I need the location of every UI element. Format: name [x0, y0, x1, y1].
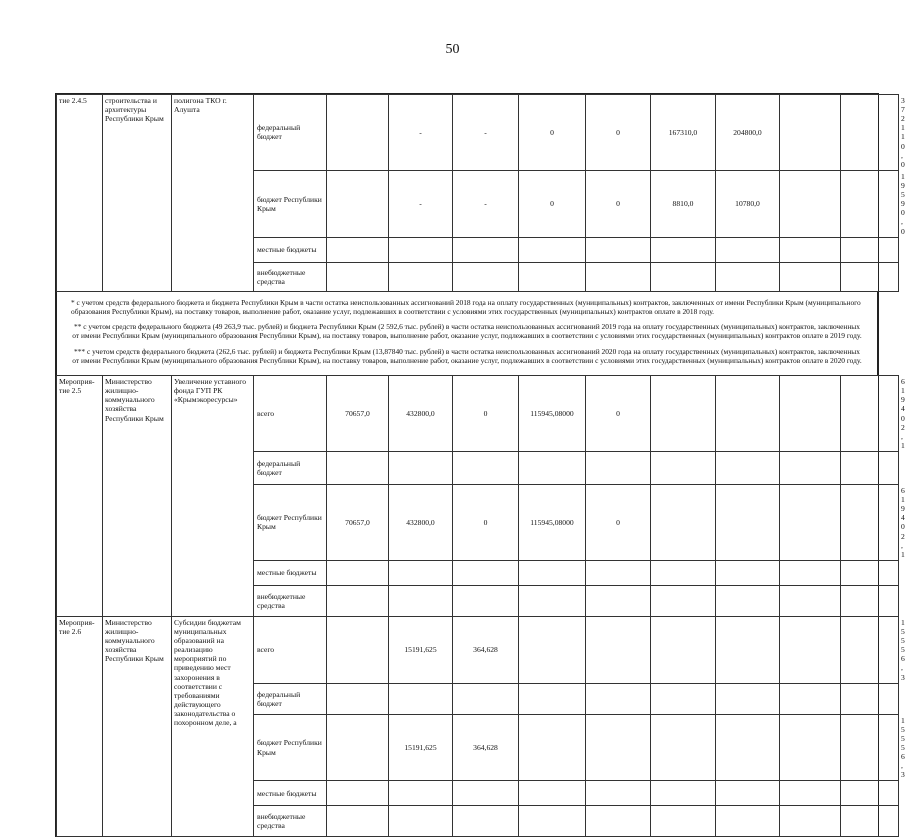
value-cell: [841, 95, 899, 171]
value-cell: [780, 452, 841, 485]
value-cell: [716, 452, 780, 485]
value-cell: [453, 806, 519, 837]
executor-cell: строительства и архитектуры Республики Крым: [103, 95, 172, 292]
measure-id-cell: тие 2.4.5: [57, 95, 103, 292]
value-cell: [651, 262, 716, 291]
value-cell: 204800,0: [716, 95, 780, 171]
value-cell: [453, 585, 519, 616]
value-cell: [586, 262, 651, 291]
value-cell: [780, 781, 841, 806]
funding-source-cell: внебюджетные средства: [254, 262, 327, 291]
value-cell: [327, 237, 389, 262]
table-block-2-4-5: [56, 94, 905, 292]
value-cell: 364,628: [453, 616, 519, 683]
value-cell: 364,628: [453, 714, 519, 781]
footnote-1: * с учетом средств федерального бюджета и бюджета Республики Крым в части остатка неиспользованных ассигнований 2018 года на оплату государственных (муниципальных) контрактов, заключенных от имени Республики Крым (муниципального образования Республики Крым), на поставку товаров, выполнение работ, оказание услуг, подлежавших в соответствии с условиями этих государственных (муниципальных) контрактов оплате в 2018 году.: [71, 297, 861, 316]
funding-source-cell: федеральный бюджет: [254, 95, 327, 171]
value-cell: [586, 452, 651, 485]
measure-id-cell: Мероприя-тие 2.6: [57, 616, 103, 837]
funding-source-cell: местные бюджеты: [254, 560, 327, 585]
value-cell: [841, 560, 899, 585]
value-cell: [841, 806, 899, 837]
funding-source-cell: бюджет Республики Крым: [254, 485, 327, 561]
value-cell: [841, 452, 899, 485]
value-cell: 70657,0: [327, 485, 389, 561]
value-cell: [780, 376, 841, 452]
value-cell: [389, 452, 453, 485]
value-cell: [586, 237, 651, 262]
value-cell: 0: [586, 170, 651, 237]
value-cell: 0: [586, 95, 651, 171]
value-cell: [780, 683, 841, 714]
value-cell: 0: [586, 376, 651, 452]
value-cell: -: [389, 170, 453, 237]
value-cell: [389, 806, 453, 837]
value-cell: [780, 170, 841, 237]
value-cell: [453, 683, 519, 714]
value-cell: [453, 452, 519, 485]
value-cell: [716, 714, 780, 781]
value-cell: [841, 683, 899, 714]
value-cell: [327, 560, 389, 585]
value-cell: [780, 714, 841, 781]
value-cell: [780, 560, 841, 585]
value-cell: 0: [519, 170, 586, 237]
value-cell: [780, 616, 841, 683]
value-cell: [841, 262, 899, 291]
value-cell: [651, 616, 716, 683]
footnotes: [56, 292, 878, 376]
value-cell: [780, 262, 841, 291]
value-cell: [519, 585, 586, 616]
footnote-3: *** с учетом средств федерального бюджета (262,6 тыс. рублей) и бюджета Республики Крым (13,87840 тыс. рублей) в части остатка неиспользованных ассигнований 2020 года на оплату государственных (муниципальных) контрактов, заключенных от имени Республики Крым (муниципального образования Республики Крым), на поставку товаров, выполнение работ, оказание услуг, подлежавших в соответствии с условиями этих государственных (муниципальных) контрактов оплате в 2020 году.: [72, 346, 862, 365]
value-cell: [389, 262, 453, 291]
table-row: Мероприя-тие 2.5 Министерство жилищно-коммунального хозяйства Республики Крым Увеличение уставного фонда ГУП РК «Крымэкоресурсы» всего 70657,0 432800,0 0 115945,08000 0 619402,1: [57, 376, 899, 452]
value-cell: [651, 806, 716, 837]
funding-source-cell: внебюджетные средства: [254, 806, 327, 837]
value-cell: [651, 781, 716, 806]
value-cell: [651, 452, 716, 485]
value-cell: [586, 806, 651, 837]
value-cell: [453, 560, 519, 585]
value-cell: [519, 452, 586, 485]
budget-table-sheet: [55, 93, 905, 837]
value-cell: [519, 560, 586, 585]
value-cell: [651, 485, 716, 561]
value-cell: [841, 485, 899, 561]
funding-source-cell: бюджет Республики Крым: [254, 170, 327, 237]
funding-source-cell: всего: [254, 376, 327, 452]
value-cell: 15191,625: [389, 616, 453, 683]
value-cell: [327, 683, 389, 714]
value-cell: [716, 781, 780, 806]
value-cell: [519, 683, 586, 714]
value-cell: [389, 683, 453, 714]
value-cell: [651, 237, 716, 262]
table-row: бюджет Республики Крым 70657,0 432800,0 0 115945,08000 0 619402,1: [57, 485, 899, 561]
value-cell: 10780,0: [716, 170, 780, 237]
value-cell: [586, 616, 651, 683]
value-cell: [327, 781, 389, 806]
value-cell: [327, 262, 389, 291]
value-cell: [716, 485, 780, 561]
funding-source-cell: местные бюджеты: [254, 237, 327, 262]
value-cell: [327, 714, 389, 781]
value-cell: [519, 616, 586, 683]
table-row: тие 2.4.5 строительства и архитектуры Республики Крым полигона ТКО г. Алушта федеральный бюджет - - 0 0 167310,0 204800,0 372110,0: [57, 95, 899, 171]
value-cell: [519, 237, 586, 262]
footnote-2: ** с учетом средств федерального бюджета (49 263,9 тыс. рублей) и бюджета Республики Крым (2 592,6 тыс. рублей) в части остатка неиспользованных ассигнований 2019 года на оплату государственных (муниципальных) контрактов, заключенных от имени Республики Крым (муниципального образования Республики Крым), на поставку товаров, выполнение работ, оказание услуг, подлежавших в соответствии с условиями этих государственных (муниципальных) контрактов оплате в 2019 году.: [72, 322, 862, 341]
funding-source-cell: федеральный бюджет: [254, 683, 327, 714]
value-cell: 432800,0: [389, 376, 453, 452]
value-cell: [716, 560, 780, 585]
value-cell: [519, 781, 586, 806]
value-cell: [586, 714, 651, 781]
value-cell: [453, 781, 519, 806]
value-cell: 8810,0: [651, 170, 716, 237]
value-cell: [453, 262, 519, 291]
value-cell: 115945,08000: [519, 376, 586, 452]
value-cell: 0: [519, 95, 586, 171]
value-cell: [586, 585, 651, 616]
value-cell: [519, 806, 586, 837]
value-cell: [651, 376, 716, 452]
funding-source-cell: местные бюджеты: [254, 781, 327, 806]
value-cell: [841, 714, 899, 781]
table-row: Мероприя-тие 2.6 Министерство жилищно-коммунального хозяйства Республики Крым Субсидии бюджетам муниципальных образований на реализацию мероприятий по приведению мест захоронения в соответствии с требованиями действующего законодательства о похоронном деле, а всего 15191,625 364,628 15556,3: [57, 616, 899, 683]
value-cell: [519, 262, 586, 291]
value-cell: 15191,625: [389, 714, 453, 781]
table-block-2-5-2-6: [56, 375, 905, 837]
value-cell: [389, 585, 453, 616]
measure-name-cell: полигона ТКО г. Алушта: [172, 95, 254, 292]
value-cell: [780, 806, 841, 837]
value-cell: [651, 714, 716, 781]
value-cell: [716, 683, 780, 714]
value-cell: [327, 806, 389, 837]
value-cell: [327, 170, 389, 237]
value-cell: [327, 452, 389, 485]
value-cell: [519, 714, 586, 781]
value-cell: [389, 237, 453, 262]
value-cell: [841, 781, 899, 806]
funding-source-cell: всего: [254, 616, 327, 683]
page-number: 50: [445, 42, 460, 57]
measure-name-cell: Субсидии бюджетам муниципальных образований на реализацию мероприятий по приведению мест захоронения в соответствии с требованиями действующего законодательства о похоронном деле, а: [172, 616, 254, 837]
value-cell: [780, 237, 841, 262]
value-cell: [716, 237, 780, 262]
value-cell: 432800,0: [389, 485, 453, 561]
value-cell: [651, 585, 716, 616]
value-cell: [716, 806, 780, 837]
value-cell: -: [389, 95, 453, 171]
value-cell: [780, 95, 841, 171]
executor-cell: Министерство жилищно-коммунального хозяйства Республики Крым: [103, 376, 172, 617]
value-cell: [327, 616, 389, 683]
measure-name-cell: Увеличение уставного фонда ГУП РК «Крымэкоресурсы»: [172, 376, 254, 617]
value-cell: [327, 95, 389, 171]
value-cell: [651, 683, 716, 714]
value-cell: -: [453, 170, 519, 237]
value-cell: 0: [586, 485, 651, 561]
table-row: бюджет Республики Крым - - 0 0 8810,0 10780,0 19590,0: [57, 170, 899, 237]
value-cell: 167310,0: [651, 95, 716, 171]
value-cell: [586, 683, 651, 714]
value-cell: [453, 237, 519, 262]
funding-source-cell: внебюджетные средства: [254, 585, 327, 616]
value-cell: [651, 560, 716, 585]
funding-source-cell: бюджет Республики Крым: [254, 714, 327, 781]
value-cell: [716, 262, 780, 291]
value-cell: 70657,0: [327, 376, 389, 452]
value-cell: 115945,08000: [519, 485, 586, 561]
table-row: бюджет Республики Крым 15191,625 364,628 15556,3: [57, 714, 899, 781]
value-cell: [841, 170, 899, 237]
executor-cell: Министерство жилищно-коммунального хозяйства Республики Крым: [103, 616, 172, 837]
value-cell: [841, 376, 899, 452]
value-cell: [389, 560, 453, 585]
value-cell: [841, 616, 899, 683]
measure-id-cell: Мероприя-тие 2.5: [57, 376, 103, 617]
value-cell: [716, 376, 780, 452]
value-cell: [586, 560, 651, 585]
value-cell: [780, 485, 841, 561]
value-cell: [389, 781, 453, 806]
value-cell: [327, 585, 389, 616]
value-cell: [716, 585, 780, 616]
value-cell: -: [453, 95, 519, 171]
value-cell: [841, 585, 899, 616]
value-cell: 0: [453, 376, 519, 452]
value-cell: 0: [453, 485, 519, 561]
value-cell: [780, 585, 841, 616]
value-cell: [586, 781, 651, 806]
funding-source-cell: федеральный бюджет: [254, 452, 327, 485]
value-cell: [716, 616, 780, 683]
value-cell: [841, 237, 899, 262]
